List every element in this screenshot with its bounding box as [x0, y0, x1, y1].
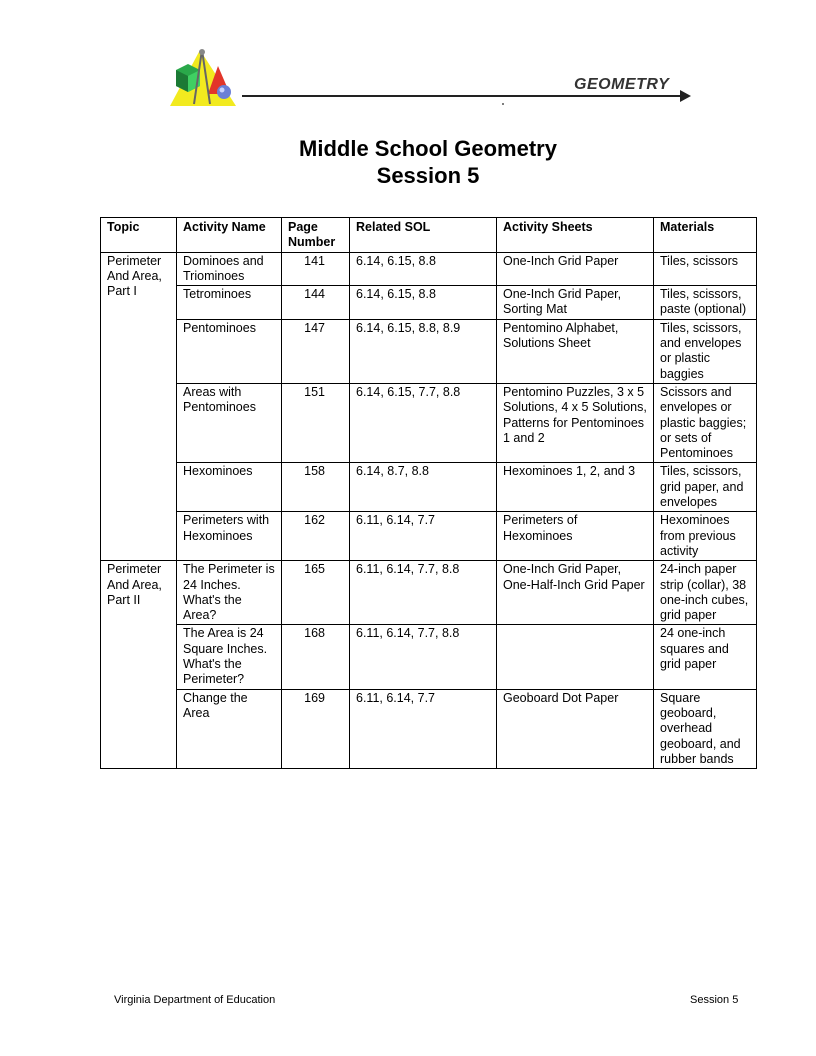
table-row	[101, 463, 757, 512]
table-row	[101, 286, 757, 320]
sheets-cell: Perimeters of Hexominoes	[497, 512, 654, 561]
table-header-row	[101, 218, 757, 253]
materials-cell: Tiles, scissors, paste (optional)	[654, 286, 757, 320]
sheets-cell: One-Inch Grid Paper, One-Half-Inch Grid Paper	[497, 561, 654, 625]
column-header: Materials	[654, 218, 757, 253]
materials-cell: Scissors and envelopes or plastic baggies; or sets of Pentominoes	[654, 383, 757, 462]
activity-cell: Areas with Pentominoes	[177, 383, 282, 462]
page-header	[160, 44, 700, 114]
footer-session: Session 5	[690, 994, 739, 1006]
materials-cell: Square geoboard, overhead geoboard, and rubber bands	[654, 689, 757, 768]
page-cell: 165	[282, 561, 350, 625]
title-line-1: Middle School Geometry	[299, 136, 557, 161]
arrow-right-icon	[680, 90, 691, 102]
activity-cell: Hexominoes	[177, 463, 282, 512]
activity-cell: Pentominoes	[177, 319, 282, 383]
column-header: Related SOL	[350, 218, 497, 253]
sol-cell: 6.14, 6.15, 7.7, 8.8	[350, 383, 497, 462]
sol-cell: 6.11, 6.14, 7.7, 8.8	[350, 625, 497, 689]
sheets-cell	[497, 625, 654, 689]
materials-cell: 24 one-inch squares and grid paper	[654, 625, 757, 689]
column-header: Topic	[101, 218, 177, 253]
sheets-cell: Pentomino Alphabet, Solutions Sheet	[497, 319, 654, 383]
title-line-2: Session 5	[376, 163, 480, 188]
header-rule	[242, 95, 682, 97]
header-brand: GEOMETRY	[574, 76, 670, 93]
sheets-cell: Geoboard Dot Paper	[497, 689, 654, 768]
column-header: Activity Name	[177, 218, 282, 253]
sol-cell: 6.14, 6.15, 8.8, 8.9	[350, 319, 497, 383]
materials-cell: Tiles, scissors, grid paper, and envelopes	[654, 463, 757, 512]
sol-cell: 6.14, 8.7, 8.8	[350, 463, 497, 512]
activity-cell: Perimeters with Hexominoes	[177, 512, 282, 561]
table-row	[101, 689, 757, 768]
sol-cell: 6.11, 6.14, 7.7, 8.8	[350, 561, 497, 625]
materials-cell: Tiles, scissors, and envelopes or plastic baggies	[654, 319, 757, 383]
materials-cell: Tiles, scissors	[654, 252, 757, 286]
table-row	[101, 319, 757, 383]
page-cell: 151	[282, 383, 350, 462]
column-header: Activity Sheets	[497, 218, 654, 253]
column-header: Page Number	[282, 218, 350, 253]
table-row	[101, 625, 757, 689]
footer-publisher: Virginia Department of Education	[114, 994, 276, 1006]
activity-cell: Dominoes and Triominoes	[177, 252, 282, 286]
sheets-cell: One-Inch Grid Paper, Sorting Mat	[497, 286, 654, 320]
materials-cell: 24-inch paper strip (collar), 38 one-inch cubes, grid paper	[654, 561, 757, 625]
topic-cell: Perimeter And Area, Part I	[101, 252, 177, 561]
sol-cell: 6.14, 6.15, 8.8	[350, 252, 497, 286]
geometry-shapes-logo-icon	[164, 46, 238, 110]
sol-cell: 6.11, 6.14, 7.7	[350, 689, 497, 768]
page-cell: 168	[282, 625, 350, 689]
sol-cell: 6.11, 6.14, 7.7	[350, 512, 497, 561]
sheets-cell: One-Inch Grid Paper	[497, 252, 654, 286]
sol-cell: 6.14, 6.15, 8.8	[350, 286, 497, 320]
table-row	[101, 561, 757, 625]
page-cell: 144	[282, 286, 350, 320]
sheets-cell: Hexominoes 1, 2, and 3	[497, 463, 654, 512]
header-dot	[502, 103, 504, 105]
activity-cell: Tetrominoes	[177, 286, 282, 320]
table-row	[101, 512, 757, 561]
page-cell: 162	[282, 512, 350, 561]
page-cell: 158	[282, 463, 350, 512]
activity-table	[100, 217, 757, 769]
page-cell: 147	[282, 319, 350, 383]
page-title	[0, 135, 816, 189]
topic-cell: Perimeter And Area, Part II	[101, 561, 177, 769]
activity-cell: The Perimeter is 24 Inches. What's the Area?	[177, 561, 282, 625]
materials-cell: Hexominoes from previous activity	[654, 512, 757, 561]
page-cell: 169	[282, 689, 350, 768]
table-row	[101, 383, 757, 462]
activity-cell: The Area is 24 Square Inches. What's the Perimeter?	[177, 625, 282, 689]
table-row	[101, 252, 757, 286]
activity-cell: Change the Area	[177, 689, 282, 768]
page-cell: 141	[282, 252, 350, 286]
sheets-cell: Pentomino Puzzles, 3 x 5 Solutions, 4 x 5 Solutions, Patterns for Pentominoes 1 and 2	[497, 383, 654, 462]
